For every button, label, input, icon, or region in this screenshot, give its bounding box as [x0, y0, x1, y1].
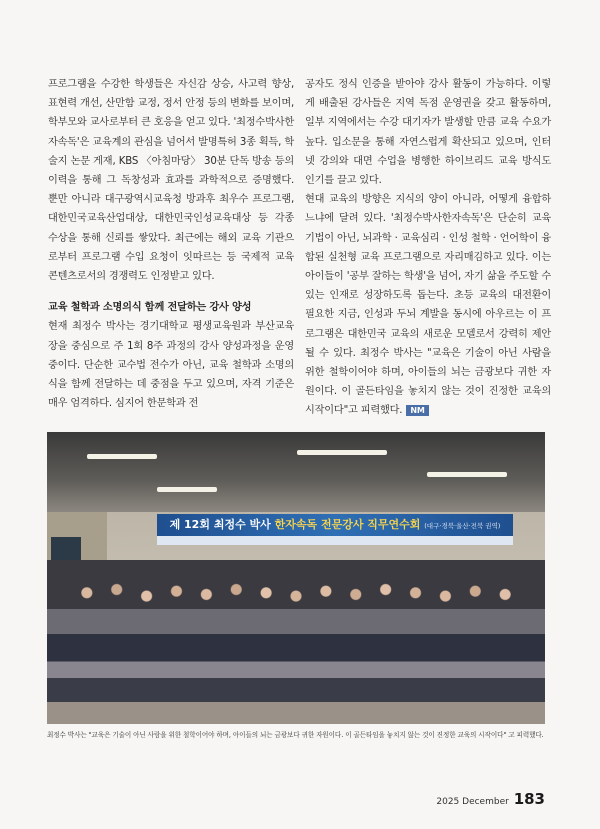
banner-name: 최정수 박사: [213, 518, 271, 531]
photo-ceiling: [47, 432, 545, 512]
photo-caption: 최정수 박사는 "교육은 기술이 아닌 사람을 위한 철학이어야 하며, 아이들의 뇌는 금광보다 귀한 자원이다. 이 골든타임을 놓치지 않는 것이 진정한 교육의 시작이다" 고 피력했다.: [47, 731, 544, 739]
group-photo: [47, 432, 545, 724]
article-paragraph: 현재 최정수 박사는 경기대학교 평생교육원과 부산교육장을 중심으로 주 1회 8주 과정의 강사 양성과정을 운영 중이다. 단순한 교수법 전수가 아닌, 교육 철학과 소명의식을 함께 전달하는 데 중점을 두고 있으며, 자격 기준은 매우 엄격하다. 심지어 한문학과 전: [48, 321, 294, 410]
photo-floor: [47, 702, 545, 724]
page-footer: [436, 790, 545, 808]
ceiling-light: [297, 450, 387, 455]
group-of-attendees: [47, 560, 545, 724]
issue-date: 2025 December: [436, 797, 509, 807]
ceiling-light: [427, 472, 507, 477]
article-left-column: [48, 75, 294, 413]
article-right-column: [305, 75, 551, 421]
banner-number: 제 12회: [169, 518, 210, 531]
article-paragraph: 프로그램을 수강한 학생들은 자신감 상승, 사고력 향상, 표현력 개선, 산만함 교정, 정서 안정 등의 변화를 보이며, 학부모와 교사로부터 큰 호응을 얻고 있다. '최정수박사한자속독'은 교육계의 관심을 넘어서 발명특허 3종 획득, 학술지 논문 게재, KBS 〈아침마당〉 30분 단독 방송 등의 이력을 통해 그 독창성과 효과를 과학적으로 증명했다. 뿐만 아니라 대구광역시교육청 방과후 최우수 프로그램, 대한민국교육산업대상, 대한민국인성교육대상 등 각종 수상을 통해 신뢰를 쌓았다. 최근에는 해외 교육 기관으로부터 프로그램 수입 요청이 잇따르는 등 국제적 교육 콘텐츠로서의 경쟁력도 인정받고 있다.: [48, 79, 294, 283]
banner-subline: [157, 536, 513, 545]
page-number: 183: [513, 790, 545, 808]
banner-region: (대구·경북·울산·전북 권역): [424, 522, 501, 530]
section-heading: 교육 철학과 소명의식 함께 전달하는 강사 양성: [48, 302, 252, 314]
article-paragraph: 공자도 정식 인증을 받아야 강사 활동이 가능하다. 이렇게 배출된 강사들은 지역 독점 운영권을 갖고 활동하며, 일부 지역에서는 수강 대기자가 발생할 만큼 교육 수요가 높다. 입소문을 통해 자연스럽게 확산되고 있으며, 인터넷 강의와 대면 수업을 병행한 하이브리드 교육 방식도 인기를 끌고 있다.: [305, 79, 551, 187]
ceiling-light: [157, 487, 217, 492]
ceiling-light: [87, 454, 157, 459]
banner-highlight: 한자속독 전문강사 직무연수회: [274, 518, 421, 531]
article-paragraph: [305, 190, 551, 420]
author-badge: NM: [406, 405, 428, 416]
article-paragraph-text: 현대 교육의 방향은 지식의 양이 아니라, 어떻게 융합하느냐에 달려 있다. '최정수박사한자속독'은 단순히 교육 기법이 아닌, 뇌과학 · 교육심리 · 인성 철학 · 언어학이 융합된 실천형 교육 프로그램으로 자리매김하고 있다. 이는 아이들이 '공부 잘하는 학생'을 넘어, 자기 삶을 주도할 수 있는 인재로 성장하도록 돕는다. 초등 교육의 대전환이 필요한 지금, 인성과 두뇌 계발을 동시에 아우르는 이 프로그램은 대한민국 교육의 새로운 모델로서 강력히 제안될 수 있다. 최정수 박사는 "교육은 기술이 아닌 사람을 위한 철학이어야 하며, 아이들의 뇌는 금광보다 귀한 자원이다. 이 골든타임을 놓치지 않는 것이 진정한 교육의 시작이다"고 피력했다.: [305, 194, 551, 417]
event-banner: [157, 514, 513, 536]
